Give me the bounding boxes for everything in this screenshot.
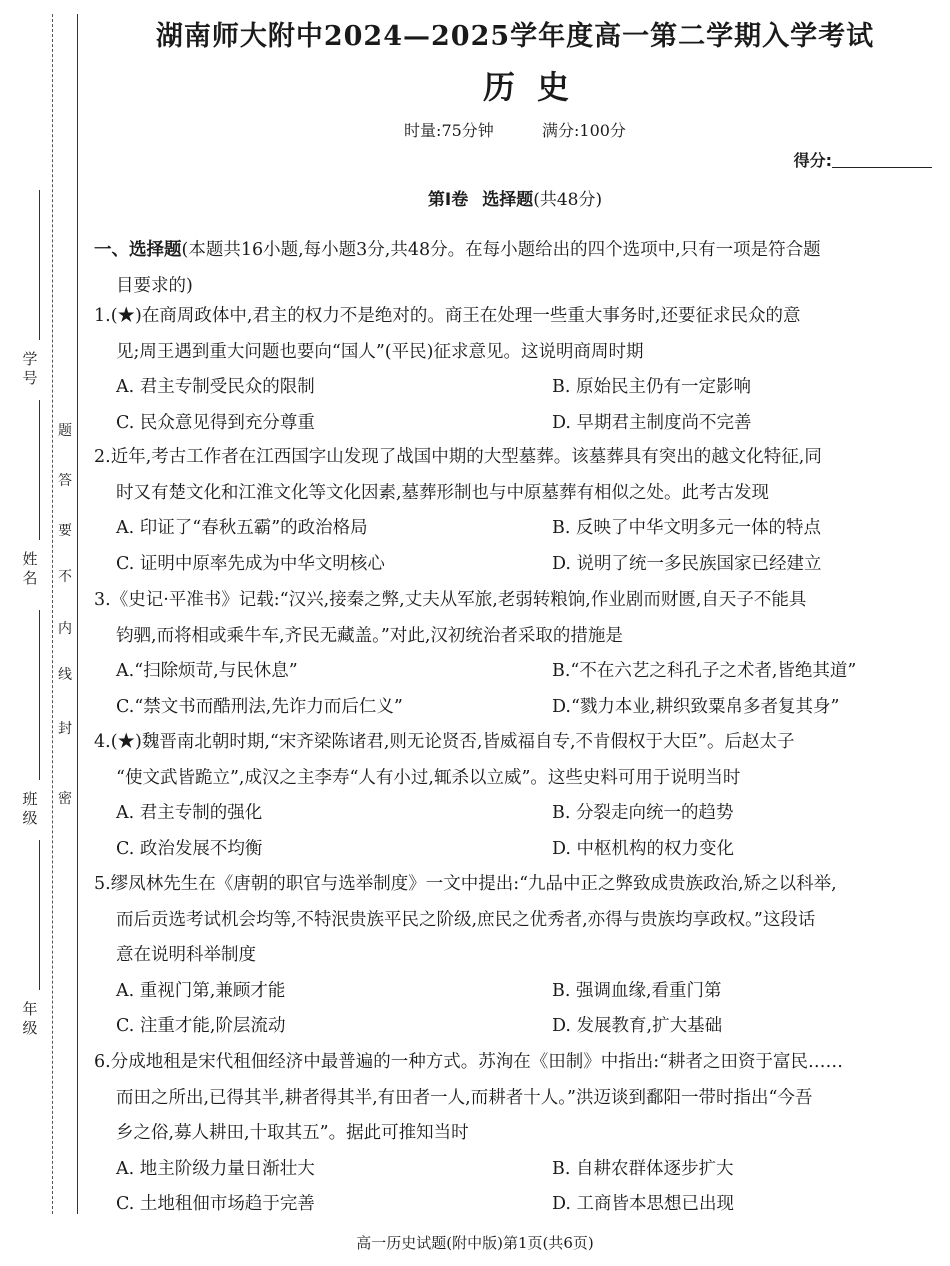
- seal-char: 封: [58, 721, 72, 737]
- question-stem: [94, 299, 936, 370]
- stem-line: 5.缪凤林先生在《唐朝的职官与选举制度》一文中提出:“九品中正之弊致成贵族政治,矫之以科举,: [94, 874, 837, 894]
- option-c: C. 证明中原率先成为中华文明核心: [116, 553, 385, 574]
- question-stem: [94, 583, 936, 654]
- option-d: D. 发展教育,扩大基础: [552, 1016, 723, 1036]
- option-b: B. 强调血缘,看重门第: [552, 980, 722, 1001]
- seal-char: 题: [58, 423, 72, 439]
- option-b: B. 分裂走向统一的趋势: [552, 803, 734, 823]
- options: [94, 370, 936, 441]
- stem-line: 钧驷,而将相或乘牛车,齐民无藏盖。”对此,汉初统治者采取的措施是: [116, 625, 623, 646]
- options: [94, 974, 936, 1045]
- name-blank: [39, 400, 40, 540]
- part-note: (共48分): [533, 190, 603, 210]
- stem-line: 1.(★)在商周政体中,君主的权力不是绝对的。商王在处理一些重大事务时,还要征求民众的意: [94, 306, 801, 326]
- stem-line: 意在说明科举制度: [116, 945, 256, 965]
- section-head: 一、选择题: [94, 240, 182, 260]
- subject-title: 历史: [482, 68, 591, 106]
- seal-char: 要: [58, 523, 72, 539]
- part-label: 第Ⅰ卷: [427, 190, 469, 210]
- binding-margin: [0, 0, 80, 1266]
- stem-line: 而田之所出,已得其半,耕者得其半,有田者一人,而耕者十人。”洪迈谈到鄱阳一带时指出“今吾: [116, 1087, 813, 1108]
- option-a: A. 印证了“春秋五霸”的政治格局: [116, 518, 368, 538]
- options: [94, 654, 936, 725]
- option-b: B. 原始民主仍有一定影响: [552, 377, 751, 397]
- option-a: A. 重视门第,兼顾才能: [116, 980, 286, 1001]
- binding-solid-line: [77, 14, 78, 1214]
- option-d: D.“戮力本业,耕织致粟帛多者复其身”: [552, 696, 840, 717]
- seal-char: 内: [58, 621, 72, 637]
- stem-line: 见;周王遇到重大问题也要向“国人”(平民)征求意见。这说明商周时期: [116, 341, 644, 362]
- option-b: B. 自耕农群体逐步扩大: [552, 1158, 734, 1179]
- stem-line: 而后贡选考试机会均等,不特泯贵族平民之阶级,庶民之优秀者,亦得与贵族均享政权。”这段话: [116, 909, 816, 930]
- part-name: 选择题: [482, 190, 534, 210]
- question-stem: [94, 867, 936, 974]
- score-label: 得分:: [793, 151, 832, 170]
- option-b: B.“不在六艺之科孔子之术者,皆绝其道”: [552, 661, 857, 681]
- question-5: [94, 867, 936, 1045]
- seal-char: 线: [58, 667, 72, 683]
- score-blank[interactable]: [832, 153, 932, 168]
- option-d: D. 说明了统一多民族国家已经建立: [552, 553, 822, 574]
- seal-char: 答: [58, 473, 72, 489]
- stem-line: 乡之俗,募人耕田,十取其五”。据此可推知当时: [116, 1123, 469, 1143]
- stem-line: 3.《史记·平准书》记载:“汉兴,接秦之弊,丈夫从军旅,老弱转粮饷,作业剧而财匮,自天子不能具: [94, 590, 807, 610]
- class-label: 班级: [22, 790, 38, 827]
- option-d: D. 工商皆本思想已出现: [552, 1194, 735, 1214]
- options: [94, 796, 936, 867]
- question-3: [94, 583, 936, 725]
- question-stem: [94, 1045, 936, 1152]
- option-c: C. 政治发展不均衡: [116, 838, 263, 859]
- stem-line: 2.近年,考古工作者在江西国字山发现了战国中期的大型墓葬。该墓葬具有突出的越文化特征,同: [94, 447, 822, 467]
- options: [94, 511, 936, 582]
- option-c: C. 民众意见得到充分尊重: [116, 412, 315, 433]
- question-1: [94, 299, 936, 441]
- question-2: [94, 440, 936, 582]
- instructions-line2: 目要求的): [116, 276, 193, 296]
- name-label: 姓名: [22, 550, 38, 587]
- seal-dashed-line: [52, 14, 53, 1214]
- page-footer: 高一历史试题(附中版)第1页(共6页): [356, 1234, 594, 1252]
- exam-title: 湖南师大附中2024—2025学年度高一第二学期入学考试: [155, 21, 875, 52]
- stem-line: “使文武皆跪立”,成汉之主李寿“人有小过,辄杀以立威”。这些史料可用于说明当时: [116, 767, 741, 788]
- stem-line: 时又有楚文化和江淮文化等文化因素,墓葬形制也与中原墓葬有相似之处。此考古发现: [116, 482, 770, 503]
- seal-char: 密: [58, 791, 72, 807]
- class-blank: [39, 610, 40, 780]
- option-a: A. 君主专制的强化: [116, 803, 263, 823]
- student-id-blank: [39, 190, 40, 340]
- option-a: A. 君主专制受民众的限制: [116, 377, 315, 397]
- option-c: C. 注重才能,阶层流动: [116, 1016, 286, 1036]
- question-stem: [94, 725, 936, 796]
- grade-label: 年级: [22, 1000, 38, 1037]
- stem-line: 6.分成地租是宋代租佃经济中最普遍的一种方式。苏洵在《田制》中指出:“耕者之田资于富民……: [94, 1052, 844, 1072]
- option-c: C.“禁文书而酷刑法,先诈力而后仁义”: [116, 696, 403, 717]
- option-d: D. 中枢机构的权力变化: [552, 838, 735, 859]
- question-6: [94, 1045, 936, 1223]
- stem-line: 4.(★)魏晋南北朝时期,“宋齐梁陈诸君,则无论贤否,皆威福自专,不肯假权于大臣”。后赵太子: [94, 732, 795, 752]
- seal-char: 不: [58, 569, 72, 585]
- section-instructions: [94, 232, 936, 304]
- student-id-label: 学号: [22, 350, 38, 387]
- time-info: 时量:75分钟: [404, 121, 494, 140]
- option-d: D. 早期君主制度尚不完善: [552, 412, 752, 433]
- question-stem: [94, 440, 936, 511]
- option-b: B. 反映了中华文明多元一体的特点: [552, 518, 821, 538]
- instructions-line1: (本题共16小题,每小题3分,共48分。在每小题给出的四个选项中,只有一项是符合题: [181, 240, 821, 260]
- option-a: A. 地主阶级力量日渐壮大: [116, 1158, 315, 1179]
- full-score-info: 满分:100分: [542, 121, 626, 140]
- option-a: A.“扫除烦苛,与民休息”: [116, 661, 298, 681]
- grade-blank: [39, 840, 40, 990]
- score-box: [794, 148, 932, 171]
- part-heading: [94, 185, 936, 210]
- options: [94, 1152, 936, 1223]
- question-4: [94, 725, 936, 867]
- exam-info: [94, 118, 936, 141]
- option-c: C. 土地租佃市场趋于完善: [116, 1194, 315, 1214]
